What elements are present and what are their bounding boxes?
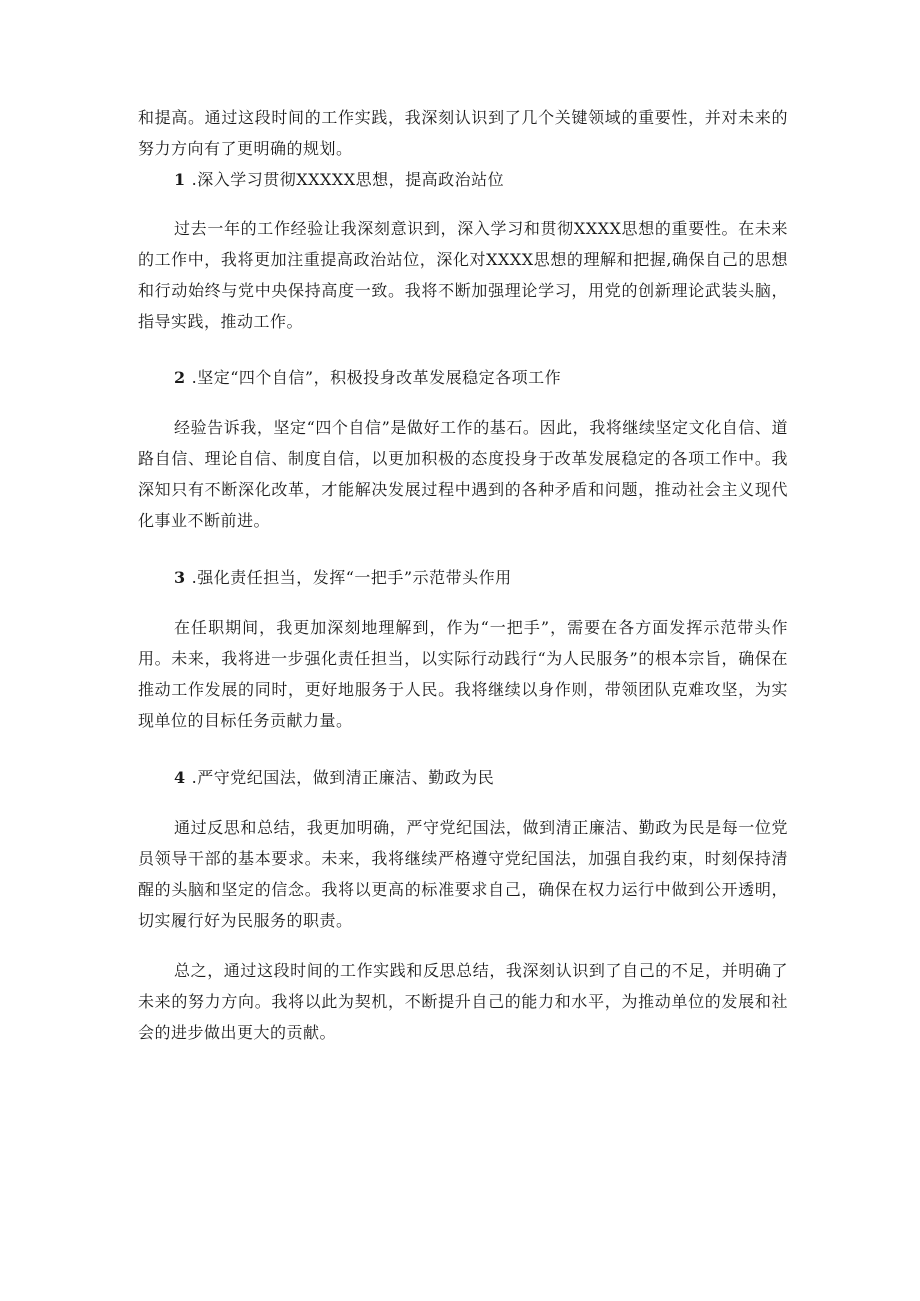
intro-paragraph: 和提高。通过这段时间的工作实践，我深刻认识到了几个关键领域的重要性，并对未来的努力方向有了更明确的规划。 — [138, 108, 788, 158]
conclusion-paragraph: 总之，通过这段时间的工作实践和反思总结，我深刻认识到了自己的不足，并明确了未来的努力方向。我将以此为契机，不断提升自己的能力和水平，为推动单位的发展和社会的进步做出更大的贡献。 — [138, 961, 788, 1042]
section-3-title: .强化责任担当，发挥“一把手”示范带头作用 — [191, 568, 512, 587]
section-4-title: .严守党纪国法，做到清正廉洁、勤政为民 — [191, 768, 495, 787]
section-1-heading — [174, 164, 794, 195]
section-3-number: 3 — [174, 568, 186, 587]
section-1-title: .深入学习贯彻XXXXX思想，提高政治站位 — [191, 170, 505, 189]
section-2-title: .坚定“四个自信”，积极投身改革发展稳定各项工作 — [191, 368, 562, 387]
section-2-body: 经验告诉我，坚定“四个自信”是做好工作的基石。因此，我将继续坚定文化自信、道路自信、理论自信、制度自信，以更加积极的态度投身于改革发展稳定的各项工作中。我深知只有不断深化改革，才能解决发展过程中遇到的各种矛盾和问题，推动社会主义现代化事业不断前进。 — [138, 418, 788, 530]
section-3-body: 在任职期间，我更加深刻地理解到，作为“一把手”，需要在各方面发挥示范带头作用。未来，我将进一步强化责任担当，以实际行动践行“为人民服务”的根本宗旨，确保在推动工作发展的同时，更好地服务于人民。我将继续以身作则，带领团队克难攻坚，为实现单位的目标任务贡献力量。 — [138, 618, 788, 730]
section-4-heading — [174, 762, 794, 793]
section-4-body: 通过反思和总结，我更加明确，严守党纪国法，做到清正廉洁、勤政为民是每一位党员领导干部的基本要求。未来，我将继续严格遵守党纪国法，加强自我约束，时刻保持清醒的头脑和坚定的信念。我将以更高的标准要求自己，确保在权力运行中做到公开透明，切实履行好为民服务的职责。 — [138, 818, 788, 930]
section-4-number: 4 — [174, 768, 186, 787]
section-1-number: 1 — [174, 170, 186, 189]
section-2-heading — [174, 362, 794, 393]
section-1-body: 过去一年的工作经验让我深刻意识到，深入学习和贯彻XXXX思想的重要性。在未来的工作中，我将更加注重提高政治站位，深化对XXXX思想的理解和把握,确保自己的思想和行动始终与党中央保持高度一致。我将不断加强理论学习，用党的创新理论武装头脑，指导实践，推动工作。 — [138, 219, 788, 331]
section-3-heading — [174, 562, 794, 593]
section-2-number: 2 — [174, 368, 186, 387]
